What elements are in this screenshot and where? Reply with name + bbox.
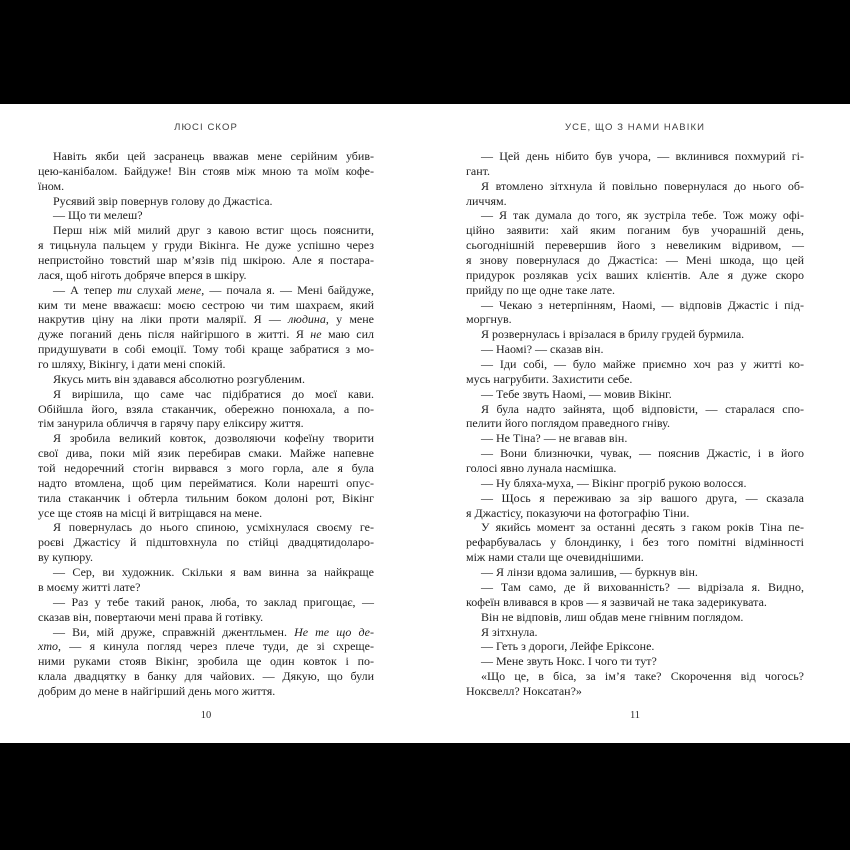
text-line: — Сер, ви художник. Скільки я вам винна за найкраще: [53, 565, 374, 580]
text-line: ким ти мене вважаєш: моєю сестрою чи тим шахраєм, який: [38, 297, 374, 312]
text-line: придурок розлякав усіх ваших клієнтів. Але я дуже скоро: [466, 267, 804, 282]
text-block: [466, 149, 804, 699]
text-line: — Не Тіна? — не вгавав він.: [481, 431, 628, 446]
text-line: «Що це, в біса, за ім’я таке? Скорочення від чогось?: [481, 669, 804, 684]
text-line: придушувати в собі емоції. Тому тобі краще забратися з мо-: [38, 342, 374, 357]
text-line: — Геть з дороги, Лейфе Еріксоне.: [481, 639, 655, 654]
text-line: — Наомі? — сказав він.: [481, 342, 604, 357]
text-line: тила стаканчик і обтерла тильним боком долоні рот, Вікінг: [38, 490, 374, 505]
text-line: Я вирішила, що саме час підібратися до моєї кави.: [53, 386, 374, 401]
text-line: — Що ти мелеш?: [53, 208, 143, 223]
text-line: — Мене звуть Нокс. І чого ти тут?: [481, 654, 657, 669]
text-line: сказав він, повертаючи мені права й готівку.: [38, 609, 264, 624]
bottom-letterbox-band: [0, 743, 850, 850]
text-line: надто втомлена, щоб цим перейматися. Коли нарешті опус-: [38, 475, 374, 490]
text-line: Я втомлено зітхнула й повільно повернулася до нього об-: [481, 178, 804, 193]
text-line: Русявий звір повернув голову до Джастіса.: [53, 193, 273, 208]
text-line: ву купюру.: [38, 550, 93, 565]
text-line: — Щось я переживаю за зір вашого друга, — сказала: [481, 490, 804, 505]
text-line: сьогоднішній перевершив його з невеликим відривом, —: [466, 238, 804, 253]
text-line: голосі явно лунала насмішка.: [466, 461, 617, 476]
text-line: — Вони близнючки, чувак, — пояснив Джастіс, і в його: [481, 446, 804, 461]
text-line: го шляху, Вікінгу, і дати мені спокій.: [38, 357, 226, 372]
text-line: личчям.: [466, 193, 507, 208]
text-line: я знову повернулася до Джастіса: — Мені шкода, що цей: [466, 253, 804, 268]
text-line: — Ну бляха-муха, — Вікінг прогріб рукою волосся.: [481, 475, 747, 490]
text-line: У якийсь момент за останні десять з гаком років Тіна пе-: [481, 520, 804, 535]
text-line: лася, щоб ніготь добряче вперся в шкіру.: [38, 267, 247, 282]
text-line: Ноксвелл? Ноксатан?»: [466, 683, 582, 698]
text-line: Обійшла його, взяла стаканчик, обережно понюхала, а по-: [38, 401, 374, 416]
text-line: добрим до мене в найгірший день мого життя.: [38, 683, 276, 698]
text-line: кофеїн вливався в кров — я зазвичай не така задерикувата.: [466, 594, 767, 609]
text-line: моргнув.: [466, 312, 512, 327]
page-number: 10: [200, 710, 212, 721]
running-head-title: УСЕ, ЩО З НАМИ НАВІКИ: [564, 122, 706, 133]
text-line: їном.: [38, 178, 65, 193]
text-line: Я зітхнула.: [481, 624, 538, 639]
text-line: Я зробила великий ковток, дозволяючи кофеїну творити: [53, 431, 374, 446]
text-line: пелити його поглядом праведного гніву.: [466, 416, 670, 431]
text-line: Я повернулась до нього спиною, усміхнулася своєму ге-: [53, 520, 374, 535]
text-line: ційно заявити: хай яким поганим був учорашній день,: [466, 223, 804, 238]
text-line: Перш ніж мій милий друг з кавою встиг щось пояснити,: [53, 223, 374, 238]
text-line: рефарбувалась у блондинку, і без того помітні відмінності: [466, 535, 804, 550]
text-line: в моєму житті лате?: [38, 579, 141, 594]
text-line: між нами стали ще очевиднішими.: [466, 550, 644, 565]
text-line: я тицьнула пальцем у груди Вікінга. Не дуже успішно через: [38, 238, 374, 253]
text-line: тім занурила обличчя в гарячу пару еліксиру життя.: [38, 416, 304, 431]
text-line: Він не відповів, лиш обдав мене гнівним поглядом.: [481, 609, 744, 624]
page-right: [466, 104, 804, 743]
text-line: — Раз у тебе такий ранок, люба, то заклад пригощає, —: [53, 594, 374, 609]
text-line: — Іди собі, — було майже приємно хоч раз у житті ко-: [481, 357, 804, 372]
page-left: [38, 104, 374, 743]
text-line: хто, — я кинула погляд через плече туди, де зі схреще-: [38, 639, 374, 654]
book-spread: [0, 104, 850, 743]
running-head-author: ЛЮСІ СКОР: [174, 122, 238, 133]
text-line: Я розвернулась і врізалася в брилу грудей бурмила.: [481, 327, 745, 342]
text-block: [38, 149, 374, 699]
text-line: — Там само, де й вихованність? — відрізала я. Видно,: [481, 579, 804, 594]
text-line: гант.: [466, 163, 491, 178]
text-line: цею-канібалом. Байдуже! Він стояв між мною та моїм кофе-: [38, 163, 374, 178]
text-line: — Чекаю з нетерпінням, Наомі, — відповів Джастіс і під-: [481, 297, 804, 312]
text-line: — Ви, мій друже, справжній джентльмен. Не те що де-: [53, 624, 375, 639]
text-line: — Тебе звуть Наомі, — мовив Вікінг.: [481, 386, 672, 401]
page-number: 11: [629, 710, 641, 721]
text-line: дуже поганий день після найгіршого в житті. Я не маю сил: [38, 327, 374, 342]
text-line: роєві Джастісу й підштовхнула по стійці двадцятидоларо-: [38, 535, 374, 550]
text-line: клала двадцятку в банку для чайових. — Дякую, що були: [38, 669, 374, 684]
text-line: — Я так думала до того, як зустріла тебе. Тож можу офі-: [481, 208, 804, 223]
text-line: ними руками стояв Вікінг, зробила ще один ковток і по-: [38, 654, 374, 669]
text-line: той недоречний стогін вирвався з мого горла, але я була: [38, 461, 374, 476]
text-line: прийду по ще одне таке лате.: [466, 282, 616, 297]
text-line: Я була надто зайнята, щоб відповісти, — старалася спо-: [481, 401, 804, 416]
text-line: я Джастісу, показуючи на фотографію Тіни.: [466, 505, 690, 520]
text-line: свої дива, поки мій язик перебирав смаки. Майже напевне: [38, 446, 374, 461]
text-line: непристойно товстий шар м’язів під шкірою. Але я постара-: [38, 253, 374, 268]
text-line: накрутив ціну на ліки проти малярії. Я — людина, у мене: [38, 312, 375, 327]
top-letterbox-band: [0, 0, 850, 104]
text-line: — Цей день нібито був учора, — вклинився похмурий гі-: [481, 149, 804, 163]
text-line: мусь нагрубити. Захистити себе.: [466, 371, 633, 386]
text-line: Навіть якби цей засранець вважав мене серійним убив-: [53, 149, 374, 163]
text-line: Якусь мить він здавався абсолютно розгубленим.: [53, 371, 305, 386]
text-line: — Я лінзи вдома залишив, — буркнув він.: [481, 565, 698, 580]
text-line: — А тепер ти слухай мене, — почала я. — Мені байдуже,: [53, 282, 375, 297]
text-line: усе ще стояв на місці й витріщався на мене.: [38, 505, 263, 520]
